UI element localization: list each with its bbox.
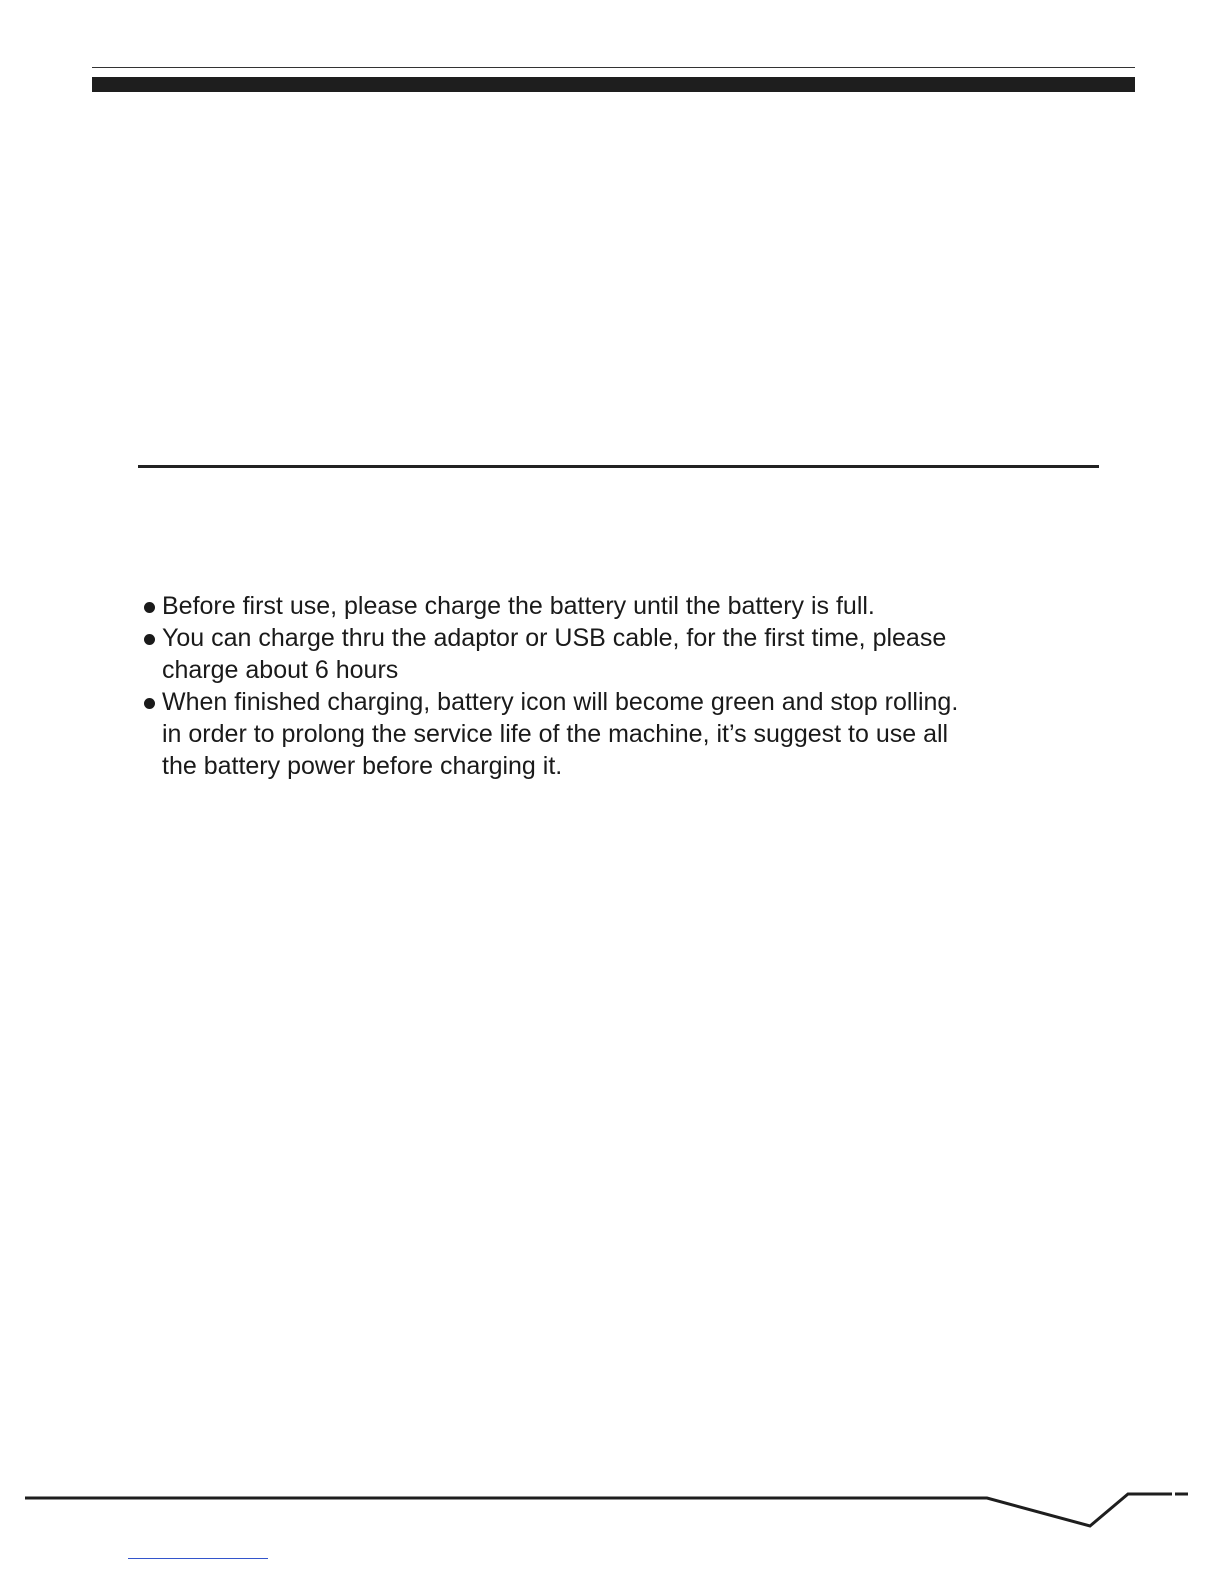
section-divider xyxy=(138,465,1099,468)
charging-instructions xyxy=(143,590,1043,782)
bullet-text: You can charge thru the adaptor or USB cable, for the first time, please charge about 6 hours xyxy=(162,624,947,684)
bullet-text: Before first use, please charge the battery until the battery is full. xyxy=(162,592,875,620)
bullet-item-charge-method xyxy=(143,622,1043,686)
bullet-dot-icon xyxy=(144,634,155,645)
link-underline xyxy=(128,1558,268,1559)
header-bar xyxy=(92,77,1135,92)
bullet-item-first-use xyxy=(143,590,1043,622)
bullet-dot-icon xyxy=(144,602,155,613)
bullet-text: When finished charging, battery icon will become green and stop rolling. in order to prolong the service life of the machine, it’s suggest to use all the battery power before charging it. xyxy=(162,688,959,780)
bullet-item-finished-charging xyxy=(143,686,1043,782)
footer-tab-line xyxy=(0,1480,1225,1540)
header-thin-rule xyxy=(92,67,1135,68)
bullet-dot-icon xyxy=(144,698,155,709)
